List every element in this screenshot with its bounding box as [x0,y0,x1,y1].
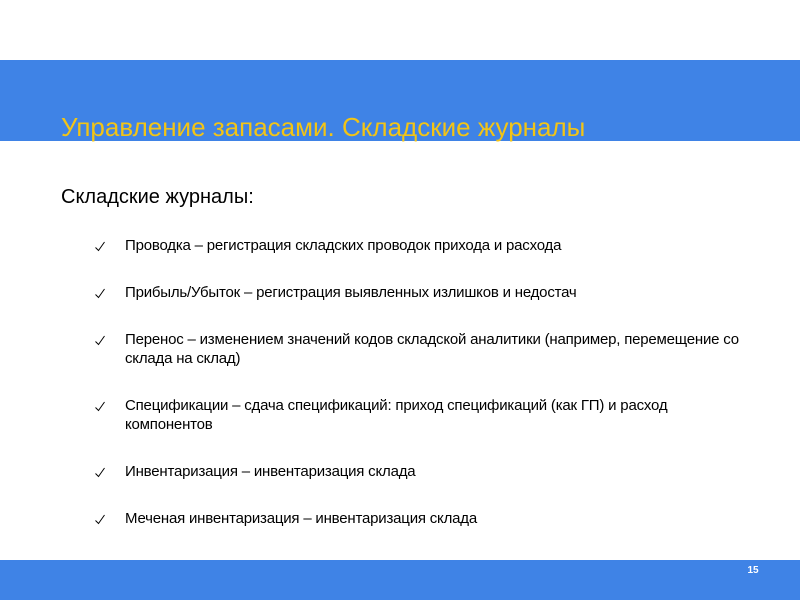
list-item [94,396,754,434]
list-item [94,509,754,528]
page-number: 15 [747,565,759,576]
list-item-text: Инвентаризация – инвентаризация склада [125,463,416,480]
check-icon [94,330,108,349]
journal-list [94,236,754,528]
list-item [94,283,754,302]
check-icon [94,236,108,255]
list-item [94,236,754,255]
list-item-text: Спецификации – сдача спецификаций: приход спецификаций (как ГП) и расход компонентов [125,397,668,433]
list-item-text: Проводка – регистрация складских проводок прихода и расхода [125,237,562,254]
check-icon [94,509,108,528]
slide-title: Управление запасами. Складские журналы [61,112,586,142]
list-item [94,330,754,368]
check-icon [94,283,108,302]
check-icon [94,462,108,481]
list-item-text: Прибыль/Убыток – регистрация выявленных излишков и недостач [125,284,577,301]
section-heading: Складские журналы: [61,186,254,208]
check-icon [94,396,108,415]
list-item [94,462,754,481]
footer-band [0,560,800,600]
list-item-text: Меченая инвентаризация – инвентаризация склада [125,510,477,527]
list-item-text: Перенос – изменением значений кодов складской аналитики (например, перемещение со склада на склад) [125,331,739,367]
